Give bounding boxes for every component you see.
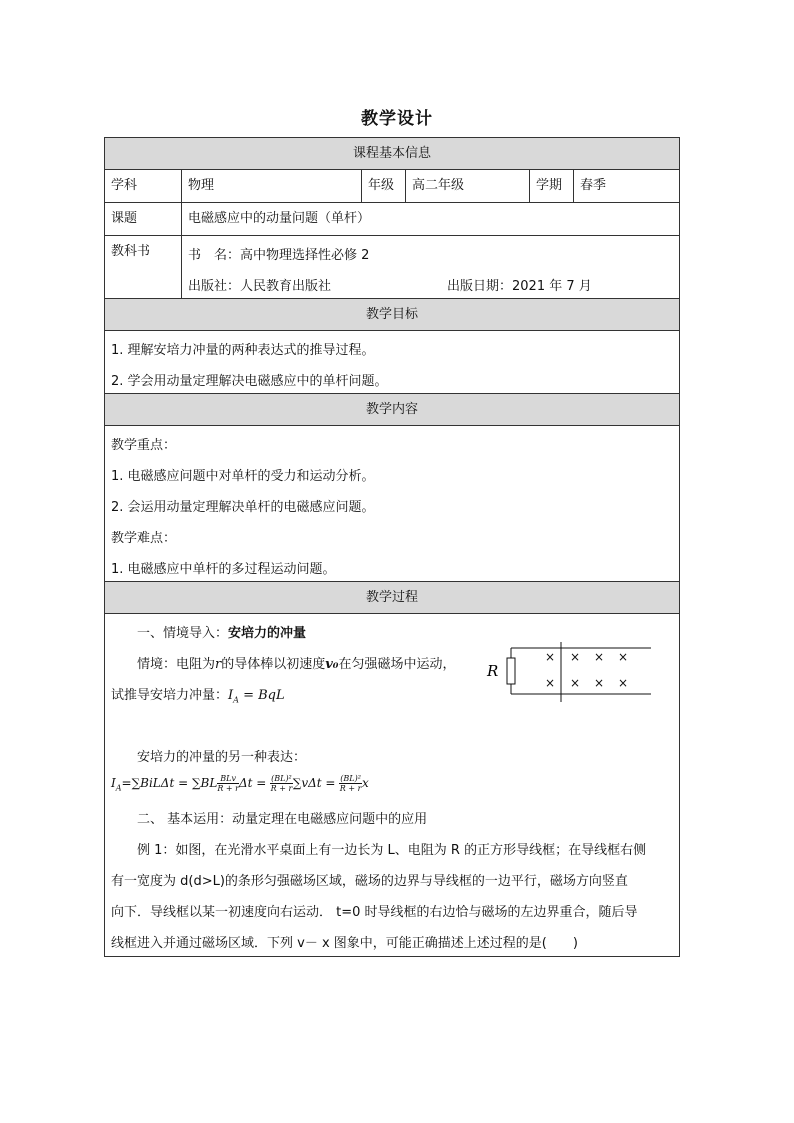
derive-text: 试推导安培力冲量： bbox=[111, 688, 229, 703]
goal-item: 2. 学会用动量定理解决电磁感应中的单杆问题。 bbox=[111, 374, 388, 389]
key-point-item: 1. 电磁感应问题中对单杆的受力和运动分析。 bbox=[111, 469, 375, 484]
goal-item: 1. 理解安培力冲量的两种表达式的推导过程。 bbox=[111, 343, 375, 358]
field-cross: × bbox=[594, 650, 605, 664]
textbook-row bbox=[105, 236, 679, 299]
alt-expression-label: 安培力的冲量的另一种表达： bbox=[137, 750, 307, 765]
content-header: 教学内容 bbox=[105, 394, 679, 426]
section2-heading: 二、 基本运用：动量定理在电磁感应问题中的应用 bbox=[137, 812, 428, 827]
goals-header: 教学目标 bbox=[105, 299, 679, 331]
topic-label: 课题 bbox=[111, 211, 138, 226]
basic-info-header: 课程基本信息 bbox=[105, 138, 679, 170]
subject-label: 学科 bbox=[111, 178, 138, 193]
difficulty-item: 1. 电磁感应中单杆的多过程运动问题。 bbox=[111, 562, 336, 577]
resistor-label: R bbox=[487, 662, 499, 680]
situation-text-c: 在匀强磁场中运动， bbox=[338, 657, 456, 672]
key-point-item: 2. 会运用动量定理解决单杆的电磁感应问题。 bbox=[111, 500, 375, 515]
impulse-rhs: = BqL bbox=[238, 688, 285, 703]
lesson-plan-table bbox=[104, 137, 680, 957]
book-name: 书 名：高中物理选择性必修 2 bbox=[188, 248, 370, 263]
section1-prefix: 一、情境导入： bbox=[137, 626, 229, 641]
content-body bbox=[105, 426, 679, 582]
impulse-derivation: $I_A=\sum BiL\Delta t = \sum BL$ $\frac{\text{BLv}}{R + r}$ Δt = $\frac{\text{(BL)²}}{R + r}$ ∑vΔt = $\frac{\text{(BL)²}}{R + r}$ x bbox=[111, 774, 369, 793]
grade-value: 高二年级 bbox=[405, 170, 529, 202]
section1-heading bbox=[137, 622, 306, 641]
situation-line bbox=[137, 653, 456, 672]
situation-text-b: 的导体棒以初速度 bbox=[221, 657, 326, 672]
document-title: 教学设计 bbox=[361, 109, 433, 129]
situation-v0: v₀ bbox=[325, 657, 339, 672]
difficulty-label: 教学难点： bbox=[111, 531, 177, 546]
field-cross: × bbox=[594, 676, 605, 690]
field-cross: × bbox=[618, 650, 629, 664]
process-header: 教学过程 bbox=[105, 582, 679, 614]
grade-label: 年级 bbox=[361, 170, 405, 202]
subject-row bbox=[105, 170, 679, 203]
key-points-label: 教学重点： bbox=[111, 438, 177, 453]
textbook-label: 教科书 bbox=[111, 244, 151, 259]
situation-r: r bbox=[215, 657, 222, 672]
example-line: 向下．导线框以某一初速度向右运动． t=0 时导线框的右边恰与磁场的左边界重合，随后导 bbox=[111, 905, 638, 920]
publisher: 出版社：人民教育出版社 bbox=[188, 279, 332, 294]
impulse-subscript: A bbox=[233, 695, 239, 705]
example-line: 例 1：如图，在光滑水平桌面上有一边长为 L、电阻为 R 的正方形导线框；在导线框右侧 bbox=[137, 843, 647, 858]
term-value: 春季 bbox=[573, 170, 679, 202]
goals-content bbox=[105, 331, 679, 394]
process-body bbox=[105, 614, 679, 956]
impulse-symbol: I bbox=[228, 688, 234, 703]
example-line: 线框进入并通过磁场区域．下列 v－ x 图象中，可能正确描述上述过程的是( ) bbox=[111, 936, 578, 951]
textbook-info bbox=[181, 236, 679, 298]
field-cross: × bbox=[545, 676, 556, 690]
topic-row bbox=[105, 203, 679, 236]
resistor bbox=[507, 658, 515, 684]
publish-date: 出版日期：2021 年 7 月 bbox=[447, 279, 592, 294]
subject-value: 物理 bbox=[181, 170, 361, 202]
situation-text-a: 情境：电阻为 bbox=[137, 657, 216, 672]
field-cross: × bbox=[545, 650, 556, 664]
derive-line bbox=[111, 684, 285, 705]
rod-field-diagram bbox=[483, 636, 653, 706]
topic-value: 电磁感应中的动量问题（单杆） bbox=[181, 203, 679, 235]
field-cross: × bbox=[570, 650, 581, 664]
section1-title: 安培力的冲量 bbox=[228, 626, 307, 641]
term-label: 学期 bbox=[529, 170, 573, 202]
example-line: 有一宽度为 d(d>L)的条形匀强磁场区域，磁场的边界与导线框的一边平行，磁场方向竖直 bbox=[111, 874, 628, 889]
field-cross: × bbox=[618, 676, 629, 690]
impulse-formula bbox=[228, 688, 285, 703]
field-cross: × bbox=[570, 676, 581, 690]
